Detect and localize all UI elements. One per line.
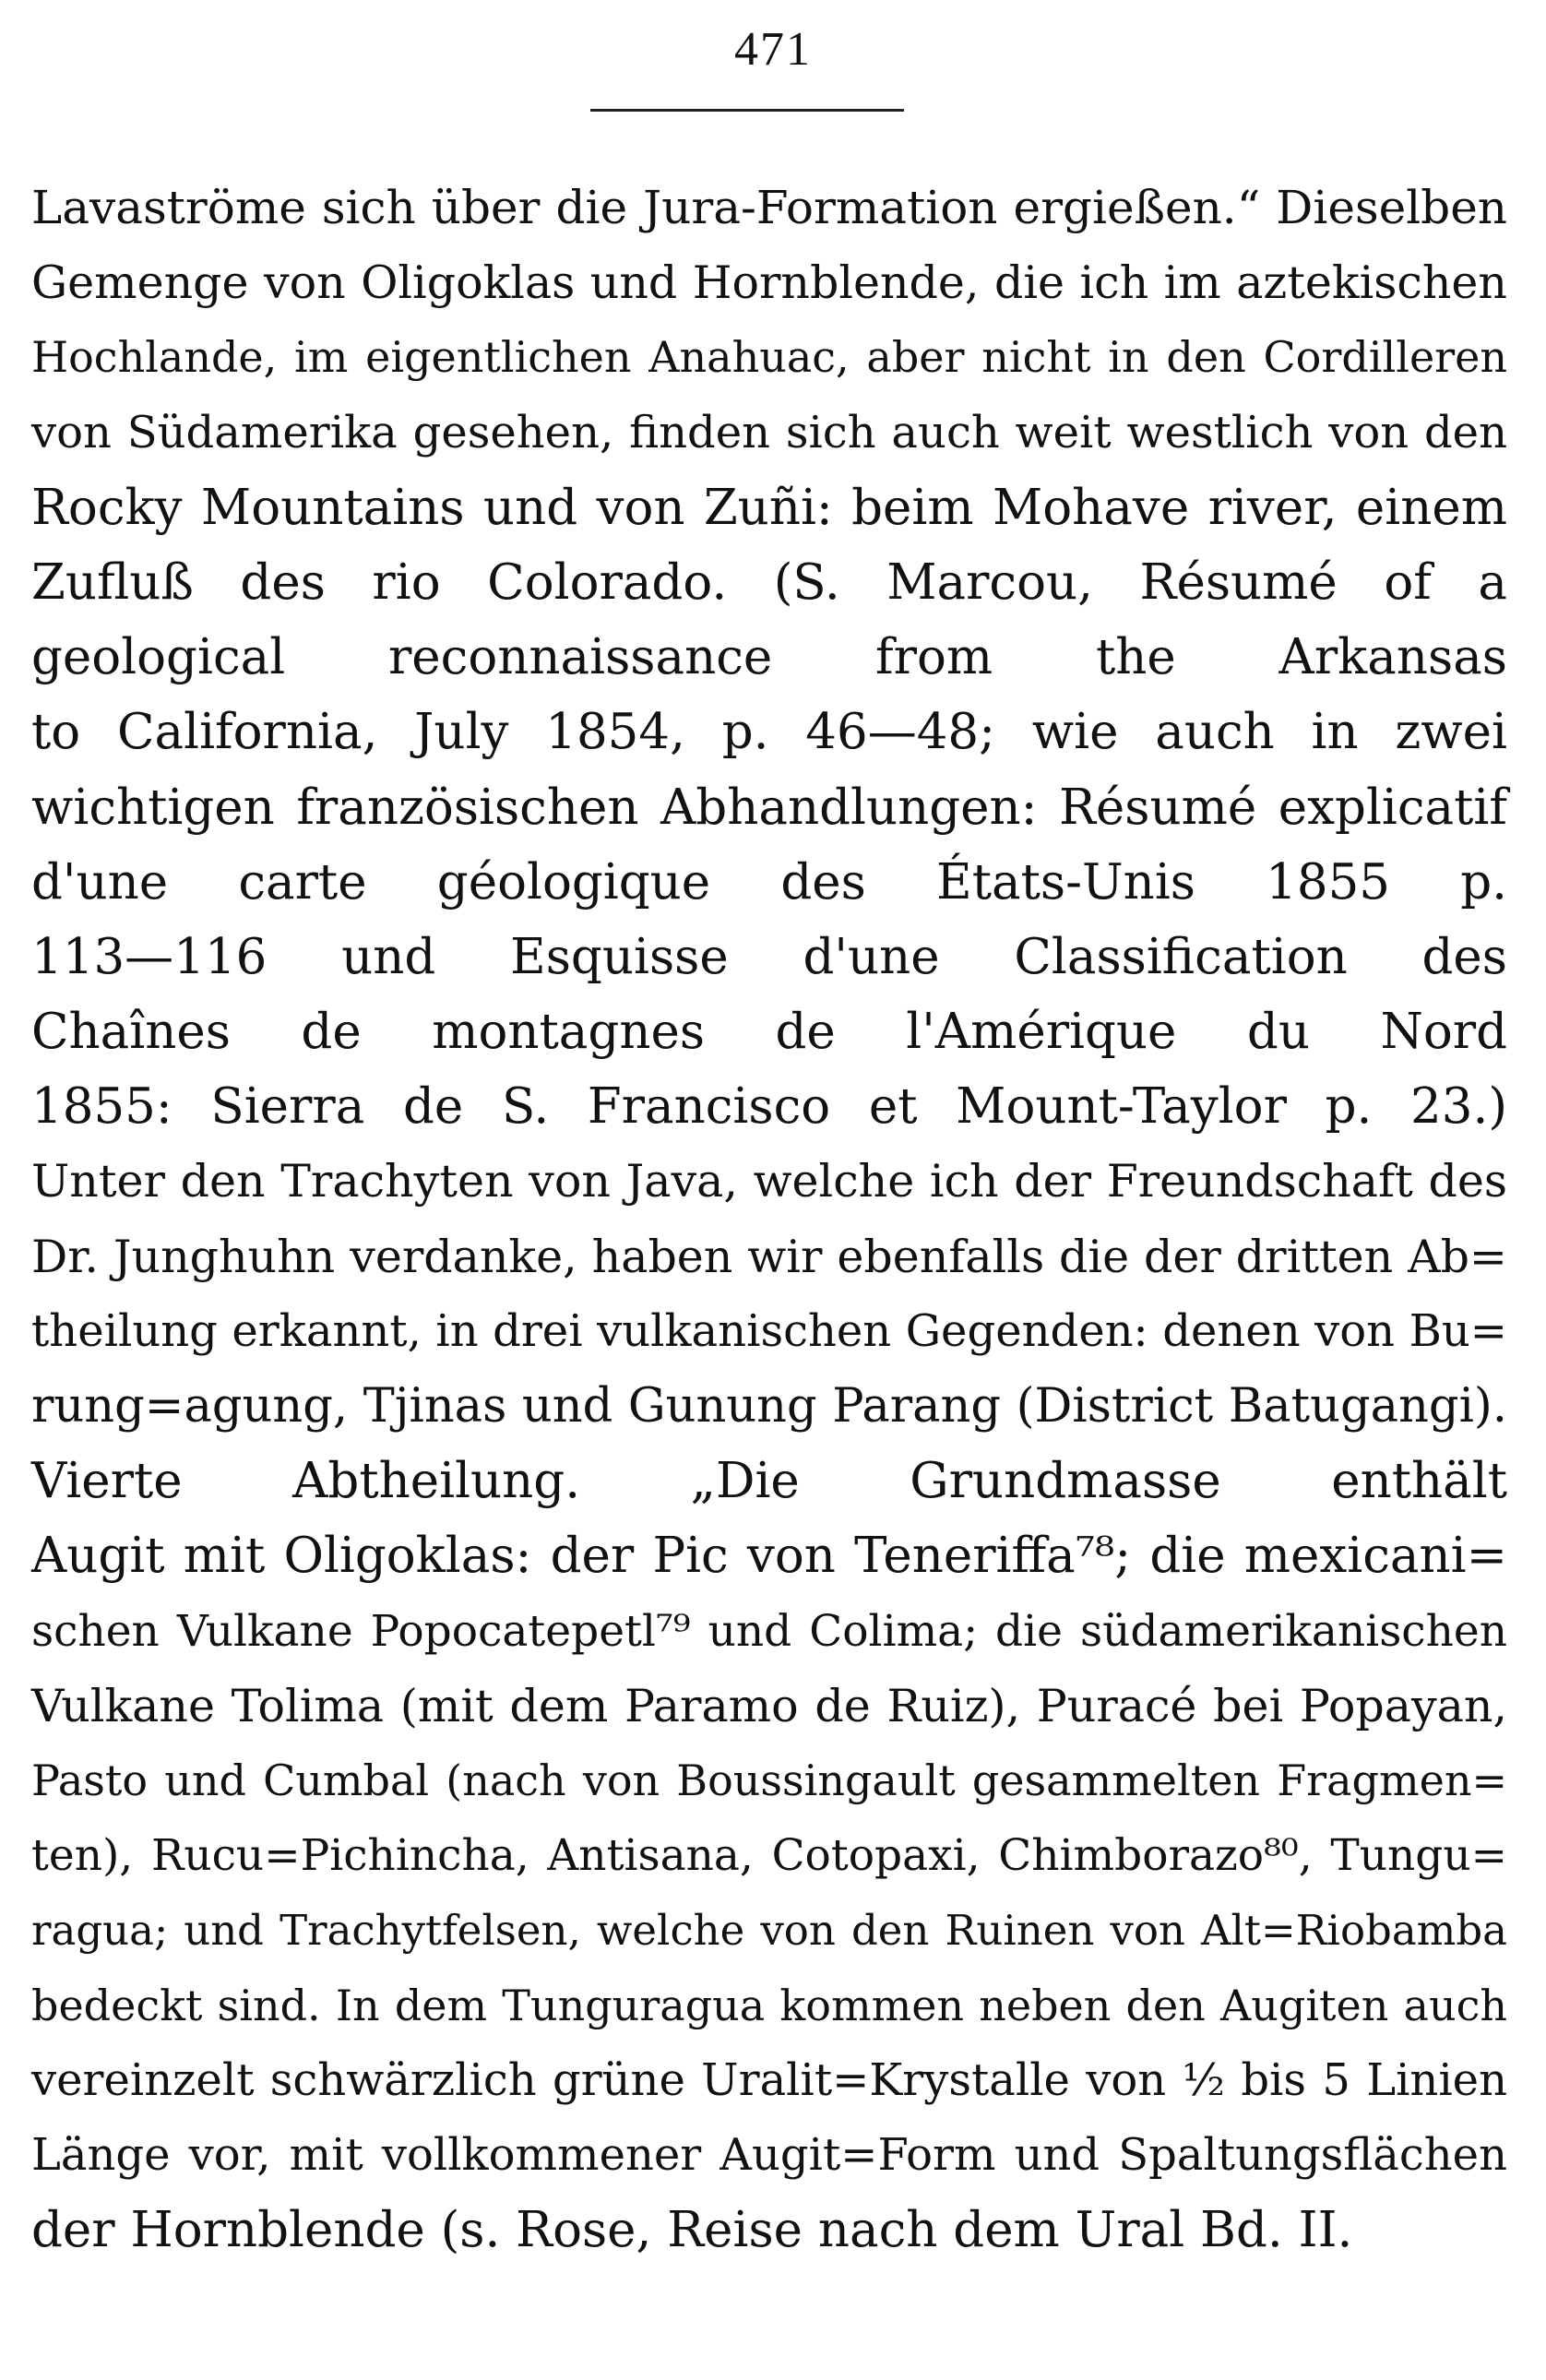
text-line: Hochlande, im eigentlichen Anahuac, aber nicht in den Cordilleren [31,332,1507,383]
text-line: Zufluß des rio Colorado. (S. Marcou, Résumé of a [31,553,1507,611]
body-text [31,171,1507,2267]
text-line: geological reconnaissance from the Arkansas [31,629,1507,686]
text-line: vereinzelt schwärzlich grüne Uralit=Krystalle von ½ bis 5 Linien [31,2053,1507,2106]
text-line: to California, July 1854, p. 46—48; wie auch in zwei [31,704,1507,761]
text-line: der Hornblende (s. Rose, Reise nach dem Ural Bd. II. [31,2202,1353,2259]
text-line: 113—116 und Esquisse d'une Classification des [31,928,1507,985]
text-line: ten), Rucu=Pichincha, Antisana, Cotopaxi, Chimborazo⁸⁰, Tungu= [31,1830,1507,1882]
text-line: Dr. Junghuhn verdanke, haben wir ebenfalls die der dritten Ab= [31,1230,1507,1283]
text-line: 1855: Sierra de S. Francisco et Mount-Taylor p. 23.) [31,1078,1507,1136]
text-line: schen Vulkane Popocatepetl⁷⁹ und Colima; die südamerikanischen [31,1605,1507,1657]
header-rule [590,109,904,112]
text-line: Pasto und Cumbal (nach von Boussingault gesammelten Fragmen= [31,1755,1507,1805]
text-line: von Südamerika gesehen, finden sich auch weit westlich von den [31,406,1507,458]
text-line: Augit mit Oligoklas: der Pic von Teneriffa⁷⁸; die mexicani= [31,1528,1507,1585]
text-line: Chaînes de montagnes de l'Amérique du Nord [31,1004,1507,1061]
text-line: bedeckt sind. In dem Tunguragua kommen neben den Augiten auch [31,1980,1507,2030]
text-line: ragua; und Trachytfelsen, welche von den Ruinen von Alt=Riobamba [31,1906,1507,1956]
text-line: Lavaströme sich über die Jura-Formation ergießen.“ Dieselben [31,181,1507,234]
text-line: Länge vor, mit vollkommener Augit=Form und Spaltungsflächen [31,2128,1507,2181]
text-line: wichtigen französischen Abhandlungen: Résumé explicatif [31,779,1507,836]
text-line: d'une carte géologique des États-Unis 1855 p. [31,853,1507,910]
text-line: Vulkane Tolima (mit dem Paramo de Ruiz), Puracé bei Popayan, [31,1679,1507,1732]
text-line: rung=agung, Tjinas und Gunung Parang (District Batugangi). [31,1379,1507,1434]
text-line: Vierte Abtheilung. „Die Grundmasse enthält [31,1453,1507,1510]
text-line: theilung erkannt, in drei vulkanischen Gegenden: denen von Bu= [31,1304,1507,1357]
text-line: Gemenge von Oligoklas und Hornblende, die ich im aztekischen [31,256,1507,310]
text-line: Unter den Trachyten von Java, welche ich der Freundschaft des [31,1155,1507,1208]
text-line: Rocky Mountains und von Zuñi: beim Mohave river, einem [31,479,1507,536]
page-number: 471 [734,23,812,76]
